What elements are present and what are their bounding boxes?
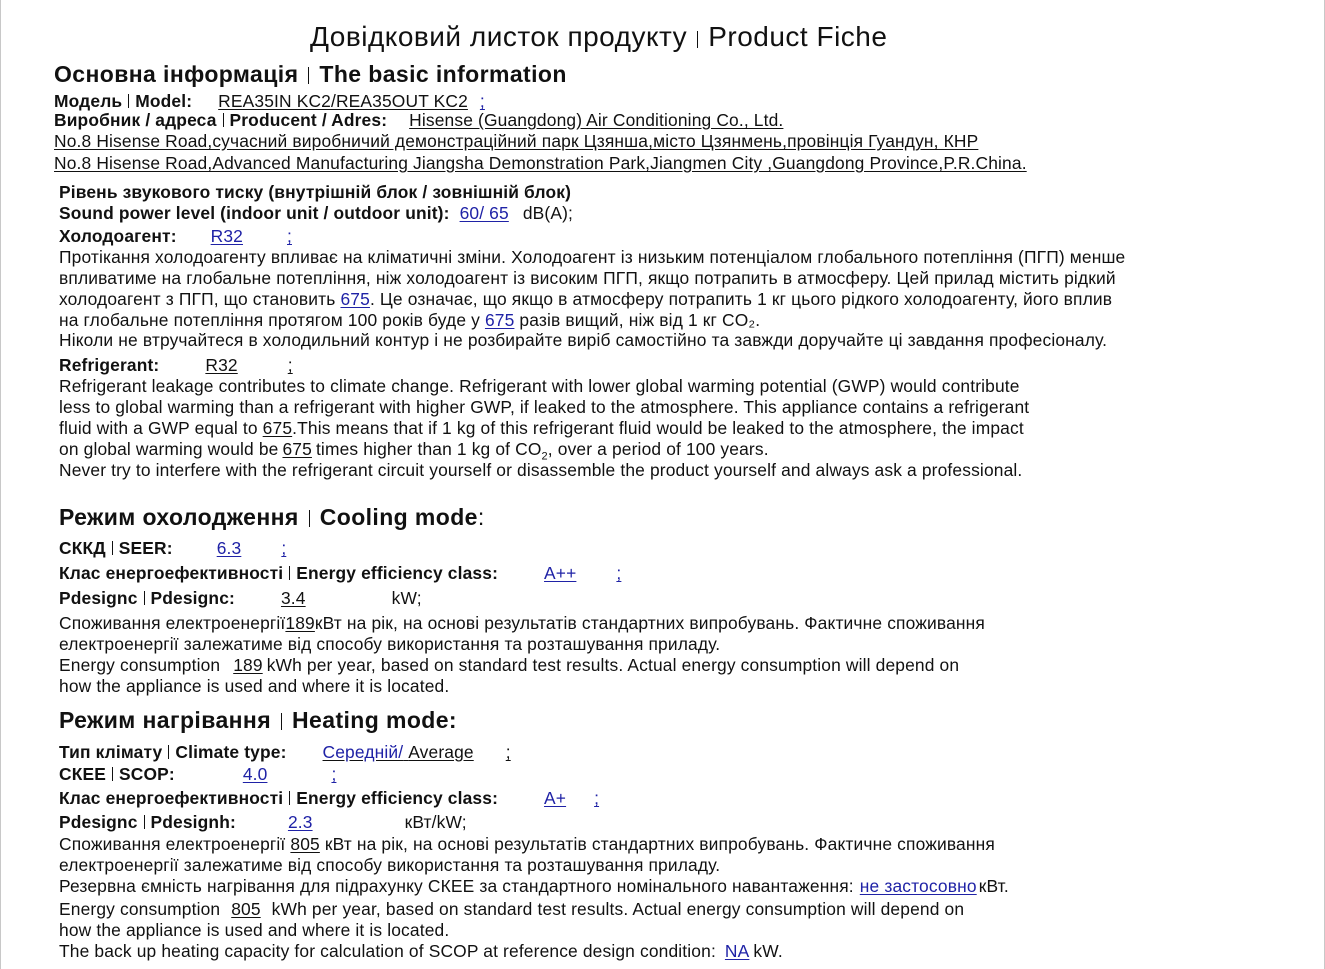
climate-value-en: Average [408,742,474,762]
producer-label-en: Producent / Adres: [229,110,388,130]
text-fragment: kWh per year, based on standard test results. Actual energy consumption will depend on [266,655,960,675]
cooling-consumption-en-2: how the appliance is used and where it is located. [59,676,450,696]
sound-label-en: Sound power level (indoor unit / outdoor unit): [59,203,450,223]
cooling-class-row [59,563,621,584]
refrigerant-en-row [59,355,293,376]
model-label-uk: Модель [54,91,123,111]
text-fragment: kW. [753,941,783,961]
seer-label-en: SEER: [118,538,173,558]
pdesignh-row [59,812,467,833]
title-uk: Довідковий листок продукту [310,21,688,52]
text-fragment: кВт. [978,876,1009,896]
pdesignc-row [59,588,422,609]
gwp-value: 675 [282,439,312,459]
pdesignc-unit: kW; [391,588,422,608]
seer-row [59,538,286,559]
refrigerant-uk-suffix: ; [287,226,292,246]
divider [697,31,698,48]
cooling-class-suffix: ; [616,563,622,583]
text-fragment: times higher than 1 kg of CO [315,439,542,459]
refrigerant-uk-value: R32 [210,226,243,246]
refrigerant-en-suffix: ; [287,355,293,375]
heating-heading-uk: Режим нагрівання [59,707,272,733]
climate-label-en: Climate type: [175,742,287,762]
basic-heading-en: The basic information [319,61,567,87]
text-fragment: на глобальне потепління протягом 100 років буде у [59,310,485,330]
producer-row [54,110,783,131]
cooling-heading-colon: : [477,504,485,530]
gwp-value: 675 [484,310,515,330]
divider [128,94,129,108]
climate-suffix: ; [505,742,511,762]
model-label-en: Model: [135,91,193,111]
refrigerant-uk-row [59,226,292,247]
sound-row [59,203,573,224]
divider [289,791,290,805]
sound-label-uk: Рівень звукового тиску (внутрішній блок / зовнішній блок) [59,182,572,202]
divider [281,713,282,730]
cooling-consumption-uk-2: електроенергії залежатиме від способу використання та розташування приладу. [59,634,721,654]
scop-label-en: SCOP: [118,764,175,784]
text-fragment: кВт на рік, на основі результатів стандартних випробувань. Фактичне споживання [319,834,995,854]
address-en: No.8 Hisense Road,Advanced Manufacturing Jiangsha Demonstration Park,Jiangmen City ,Guangdong Province,P.R.China. [54,153,1027,173]
refrigerant-en-text-2: less to global warming than a refrigerant with higher GWP, if leaked to the atmosphere. This appliance contains a refrigerant [59,397,1030,417]
scop-value: 4.0 [242,764,268,784]
refrigerant-uk-text-5: Ніколи не втручайтеся в холодильний контур і не розбирайте виріб самостійно та завжди доручайте ці завдання професіоналу. [59,330,1108,350]
refrigerant-uk-label: Холодоагент: [59,226,177,246]
model-suffix: ; [479,91,485,111]
cooling-consumption-value-en: 189 [233,655,263,675]
refrigerant-uk-text-3 [59,289,1112,310]
page-title [310,20,887,54]
divider [223,113,224,127]
seer-value: 6.3 [216,538,242,558]
refrigerant-uk-text-4 [59,310,760,331]
scop-row [59,764,336,785]
sound-unit: dB(A); [522,203,574,223]
text-fragment: 2 [541,450,548,463]
heating-consumption-value-en: 805 [231,899,261,919]
pdesignh-label-uk: Pdesignc [59,812,138,832]
pdesignh-label-en: Pdesignh: [150,812,236,832]
text-fragment: Energy consumption [59,899,226,919]
refrigerant-en-value: R32 [205,355,238,375]
divider [168,745,169,759]
text-fragment: Energy consumption [59,655,226,675]
cooling-class-value: A++ [544,563,577,583]
refrigerant-uk-text-1: Протікання холодоагенту впливає на кліматичні зміни. Холодоагент із низьким потенціалом глобального потепління (ПГП) менше [59,247,1126,267]
cooling-heading-uk: Режим охолодження [59,504,299,530]
basic-info-heading [54,60,567,88]
pdesignc-value: 3.4 [280,588,306,608]
text-fragment: кВт на рік, на основі результатів стандартних випробувань. Фактичне споживання [314,613,985,633]
heating-consumption-uk-1 [59,834,995,855]
divider [308,67,309,84]
text-fragment: on global warming would be [59,439,279,459]
heating-consumption-en-2: how the appliance is used and where it is located. [59,920,450,940]
refrigerant-en-label: Refrigerant: [59,355,160,375]
cooling-class-label-uk: Клас енергоефективності [59,563,284,583]
refrigerant-en-text-3 [59,418,1024,439]
pdesignc-label-en: Pdesignc: [150,588,235,608]
refrigerant-en-text-5: Never try to interfere with the refrigerant circuit yourself or disassemble the product yourself and always ask a professional. [59,460,1023,480]
seer-suffix: ; [281,538,287,558]
scop-label-uk: СКЕЕ [59,764,106,784]
refrigerant-uk-text-2: впливатиме на глобальне потепління, ніж холодоагент із високим ПГП, якщо потрапить в атмосферу. Цей прилад містить рідкий [59,268,1116,288]
cooling-heading-en: Cooling mode [319,504,478,530]
cooling-consumption-value: 189 [285,613,315,633]
seer-label-uk: СККД [59,538,106,558]
text-fragment: , over a period of 100 years. [547,439,769,459]
climate-value-uk: Середній/ [322,742,404,762]
divider [112,541,113,555]
cooling-consumption-uk-1 [59,613,985,634]
producer-label-uk: Виробник / адреса [54,110,217,130]
heating-heading-en: Heating mode: [292,707,457,733]
text-fragment: . Це означає, що якщо в атмосферу потрапить 1 кг цього рідкого холодоагенту, його вплив [369,289,1113,309]
heating-class-suffix: ; [594,788,600,808]
divider [112,767,113,781]
pdesignh-value: 2.3 [287,812,313,832]
cooling-heading [59,503,485,531]
text-fragment: .This means that if 1 kg of this refrigerant fluid would be leaked to the atmosphere, the impact [292,418,1024,438]
heating-consumption-en-1 [59,899,964,920]
divider [144,591,145,605]
backup-en-value: NA [724,941,750,961]
heating-heading [59,706,457,734]
cooling-consumption-en-1 [59,655,959,676]
heating-consumption-uk-2: електроенергії залежатиме від способу використання та розташування приладу. [59,855,721,875]
basic-heading-uk: Основна інформація [54,61,299,87]
text-fragment: kWh per year, based on standard test results. Actual energy consumption will depend on [266,899,965,919]
text-fragment: The back up heating capacity for calculation of SCOP at reference design condition: [59,941,721,961]
heating-class-row [59,788,599,809]
text-fragment: разів вищий, ніж від 1 кг CO₂. [514,310,761,330]
backup-en-row [59,941,783,962]
model-row [54,91,485,112]
divider [289,566,290,580]
text-fragment: Споживання електроенергії [59,834,291,854]
climate-label-uk: Тип клімату [59,742,163,762]
model-value: REA35IN KC2/REA35OUT KC2 [218,91,468,111]
pdesignc-label-uk: Pdesignc [59,588,138,608]
scop-suffix: ; [331,764,337,784]
refrigerant-en-text-1: Refrigerant leakage contributes to climate change. Refrigerant with lower global warming potential (GWP) would contribute [59,376,1020,396]
address-uk: No.8 Hisense Road,сучасний виробничий демонстраційний парк Цзянша,місто Цзянмень,провінція Гуандун, КНР [54,131,979,151]
cooling-class-label-en: Energy efficiency class: [296,563,499,583]
backup-uk-value: не застосовно [859,876,977,896]
divider [309,510,310,527]
text-fragment: Резервна ємність нагрівання для підрахунку СКЕЕ за стандартного номінального навантаження: [59,876,854,896]
gwp-value: 675 [262,418,293,438]
heating-consumption-value: 805 [290,834,320,854]
sound-value: 60/ 65 [459,203,509,223]
divider [144,815,145,829]
heating-class-value: A+ [544,788,567,808]
title-en: Product Fiche [708,21,888,52]
text-fragment: Споживання електроенергії [59,613,286,633]
pdesignh-unit: кВт/kW; [404,812,467,832]
climate-row [59,742,511,763]
text-fragment: fluid with a GWP equal to [59,418,263,438]
heating-class-label-en: Energy efficiency class: [296,788,499,808]
gwp-value: 675 [340,289,370,309]
text-fragment: холодоагент з ПГП, що становить [59,289,341,309]
heating-class-label-uk: Клас енергоефективності [59,788,284,808]
producer-value: Hisense (Guangdong) Air Conditioning Co., Ltd. [409,110,784,130]
backup-uk-row [59,876,1009,897]
